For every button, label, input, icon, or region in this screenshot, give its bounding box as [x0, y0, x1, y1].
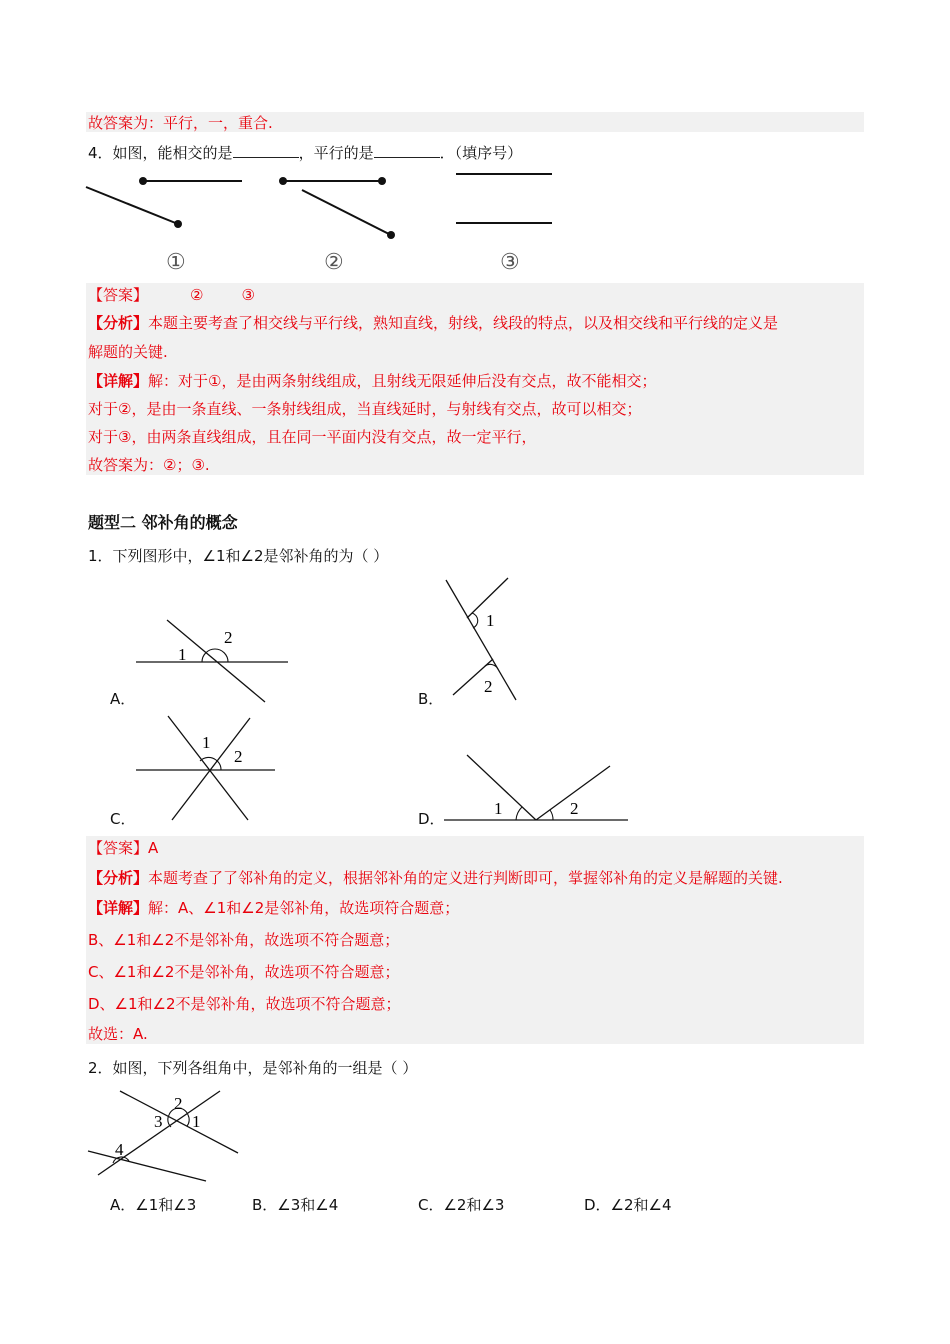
- q1c-label-2: 2: [234, 747, 243, 766]
- q2-line-3: [88, 1151, 206, 1181]
- section-title: 题型二 邻补角的概念: [88, 513, 238, 532]
- q2-label-2: 2: [174, 1094, 183, 1113]
- q4-number: 4．: [88, 144, 113, 162]
- q4-stem-c: ．（填序号）: [439, 144, 523, 162]
- q4-blank-1[interactable]: [233, 143, 299, 158]
- q1d-label-1: 1: [494, 799, 503, 818]
- q1-figure-b: [440, 572, 550, 707]
- q4-fig-label-3: ③: [500, 250, 520, 275]
- q1c-slant-line-1: [168, 716, 248, 820]
- q4-fig2-ray: [302, 190, 391, 235]
- q4-analysis-cont: 解题的关键.: [88, 343, 168, 361]
- q1-stem: [88, 546, 388, 566]
- q1-answer: [88, 838, 158, 858]
- q1-answer-value: A: [148, 839, 159, 857]
- q4-answer-value-1: ②: [190, 286, 204, 304]
- q4-detail-4: 故答案为：②；③.: [88, 456, 210, 474]
- q4-answer-value-2: ③: [241, 286, 255, 304]
- q2-angle-arc-1: [187, 1115, 189, 1126]
- q1-answer-tag: 【答案】: [88, 839, 149, 857]
- q1c-label-1: 1: [202, 733, 211, 752]
- q1-analysis-tag: 【分析】: [88, 869, 149, 887]
- q2-stem: [88, 1058, 417, 1078]
- q4-fig2-endpoint-a: [279, 177, 287, 185]
- q4-detail-2: 对于②，是由一条直线、一条射线组成，当直线延时，与射线有交点，故可以相交；: [88, 400, 642, 418]
- q4-stem-a: 如图，能相交的是: [112, 144, 233, 162]
- q4-analysis-tag: 【分析】: [88, 314, 149, 332]
- q2-option-d[interactable]: D．∠2和∠4: [584, 1196, 672, 1214]
- q1-detail-3: C、∠1和∠2不是邻补角，故选项不符合题意；: [88, 963, 400, 981]
- q2-label-3: 3: [154, 1112, 163, 1131]
- q1-detail-first: 解：A、∠1和∠2是邻补角，故选项符合题意；: [148, 899, 460, 917]
- q1b-line-long: [446, 580, 516, 700]
- q1-option-a[interactable]: A．: [110, 690, 136, 708]
- q4-analysis-text-1: 本题主要考查了相交线与平行线，熟知直线，射线，线段的特点，以及相交线和平行线的定义是: [148, 314, 779, 332]
- q4-analysis: [88, 313, 778, 333]
- q1-figure-c: [130, 710, 280, 825]
- q4-fig-label-1: ①: [166, 250, 186, 275]
- q4-stem: [88, 143, 522, 163]
- q4-detail-3: 对于③，由两条直线组成，且在同一平面内没有交点，故一定平行，: [88, 428, 537, 446]
- q2-option-a[interactable]: A．∠1和∠3: [110, 1196, 197, 1214]
- q1-option-c[interactable]: C．: [110, 810, 136, 828]
- q2-line-2: [98, 1091, 220, 1175]
- q1-detail-tag: 【详解】: [88, 899, 149, 917]
- q4-answer-tag: 【答案】: [88, 286, 149, 304]
- q2-label-4: 4: [115, 1140, 124, 1159]
- q1-option-d[interactable]: D．: [418, 810, 445, 828]
- q4-blank-2[interactable]: [374, 143, 440, 158]
- q1-detail-4: D、∠1和∠2不是邻补角，故选项不符合题意；: [88, 995, 401, 1013]
- q1a-label-1: 1: [178, 645, 187, 664]
- q4-detail-text-1: 解：对于①，是由两条射线组成，且射线无限延伸后没有交点，故不能相交；: [148, 372, 657, 390]
- q2-option-b[interactable]: B．∠3和∠4: [252, 1196, 339, 1214]
- q1d-angle-arc-1: [516, 807, 522, 820]
- q1-option-b[interactable]: B．: [418, 690, 444, 708]
- q1-detail-2: B、∠1和∠2不是邻补角，故选项不符合题意；: [88, 931, 400, 949]
- q4-fig1-endpoint-bottom: [174, 220, 182, 228]
- q2-number: 2．: [88, 1059, 113, 1077]
- q1-analysis: [88, 868, 783, 888]
- q3-answer-line: 故答案为：平行，一，重合.: [88, 114, 273, 132]
- q4-fig1-ray-bottom: [86, 187, 178, 224]
- q4-detail-tag: 【详解】: [88, 372, 149, 390]
- q1-number: 1．: [88, 547, 113, 565]
- q1a-label-2: 2: [224, 628, 233, 647]
- q1b-label-1: 1: [486, 611, 495, 630]
- q1-detail-1: [88, 898, 459, 918]
- q4-stem-b: ，平行的是: [298, 144, 374, 162]
- q4-fig1-endpoint-top: [139, 177, 147, 185]
- q4-detail-1: [88, 371, 656, 391]
- q1-figure-a: [130, 612, 300, 712]
- q4-fig-label-2: ②: [324, 250, 344, 275]
- q2-figure: [80, 1085, 250, 1185]
- q1b-label-2: 2: [484, 677, 493, 696]
- q1-figure-d: [440, 750, 640, 830]
- q1d-angle-arc-2: [550, 810, 553, 820]
- q2-option-c[interactable]: C．∠2和∠3: [418, 1196, 505, 1214]
- q1-analysis-text: 本题考查了了邻补角的定义，根据邻补角的定义进行判断即可，掌握邻补角的定义是解题的关键.: [148, 869, 783, 887]
- q1-stem-text: 下列图形中，∠1和∠2是邻补角的为（ ）: [112, 547, 389, 565]
- q4-answer: [88, 285, 255, 305]
- q2-stem-text: 如图，下列各组角中，是邻补角的一组是（ ）: [112, 1059, 418, 1077]
- q4-fig2-endpoint-c: [387, 231, 395, 239]
- q1d-label-2: 2: [570, 799, 579, 818]
- q1-detail-5: 故选：A.: [88, 1025, 148, 1043]
- q4-fig2-endpoint-b: [378, 177, 386, 185]
- q2-label-1: 1: [192, 1112, 201, 1131]
- q1c-slant-line-2: [172, 718, 250, 820]
